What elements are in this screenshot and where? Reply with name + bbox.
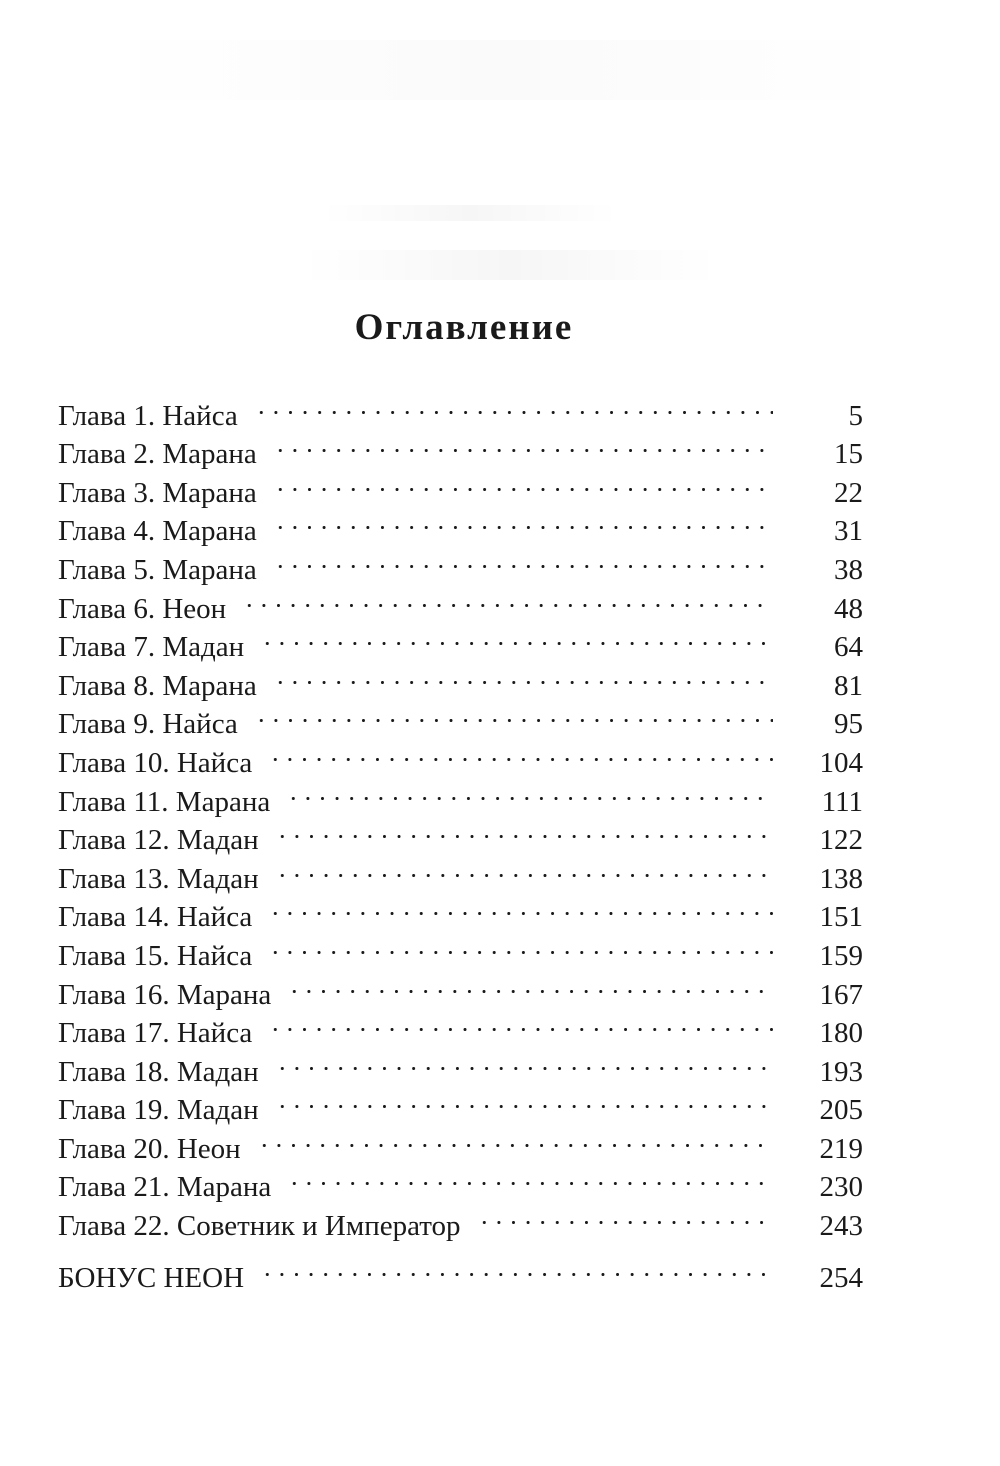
toc-entry-label: Глава 10. Найса (58, 746, 253, 779)
toc-entry-label: Глава 12. Мадан (58, 824, 259, 857)
toc-entry-page: 22 (834, 476, 863, 509)
dot-leader (267, 656, 777, 695)
dot-leader (281, 1158, 777, 1197)
toc-entry-label: Глава 1. Найса (58, 399, 238, 432)
dot-leader (248, 386, 777, 425)
dot-leader (262, 888, 777, 927)
toc-entry-page: 111 (821, 785, 863, 818)
toc-entry-page: 64 (834, 631, 863, 664)
toc-entry-label: Глава 11. Марана (58, 785, 271, 818)
toc-entry-page: 81 (834, 669, 863, 702)
dot-leader (254, 618, 777, 657)
toc-entry-page: 159 (819, 939, 863, 972)
toc-entry-page: 104 (819, 746, 863, 779)
toc-entry-page: 243 (819, 1210, 863, 1243)
dot-leader (269, 811, 777, 850)
toc-entry-label: Глава 17. Найса (58, 1017, 253, 1050)
toc-entry-page: 122 (819, 824, 863, 857)
dot-leader (267, 502, 777, 541)
toc-entry-label: Глава 5. Марана (58, 553, 257, 586)
dot-leader (269, 1042, 777, 1081)
toc-entry-label: Глава 19. Мадан (58, 1094, 259, 1127)
dot-leader (471, 1196, 777, 1235)
toc-entry-page: 180 (819, 1017, 863, 1050)
dot-leader (262, 926, 777, 965)
toc-entry-page: 254 (819, 1261, 863, 1294)
toc-entry-label: Глава 8. Марана (58, 669, 257, 702)
toc-entry-label: Глава 7. Мадан (58, 631, 245, 664)
dot-leader (267, 463, 777, 502)
dot-leader (254, 1248, 777, 1287)
toc-entry-label: Глава 6. Неон (58, 592, 227, 625)
table-of-contents (58, 386, 863, 1294)
dot-leader (251, 1119, 777, 1158)
toc-entry-page: 167 (819, 978, 863, 1011)
toc-entry-page: 193 (819, 1055, 863, 1088)
dot-leader (262, 1004, 777, 1043)
toc-entry-page: 31 (834, 515, 863, 548)
dot-leader (269, 849, 777, 888)
toc-entry-label: Глава 21. Марана (58, 1171, 272, 1204)
toc-entry-label: Глава 15. Найса (58, 939, 253, 972)
toc-entry-page: 151 (819, 901, 863, 934)
toc-entry-label: Глава 18. Мадан (58, 1055, 259, 1088)
toc-entry-page: 38 (834, 553, 863, 586)
toc-entry-label: Глава 3. Марана (58, 476, 257, 509)
show-through-shadow (320, 205, 620, 221)
dot-leader (280, 772, 777, 811)
show-through-shadow (100, 40, 900, 100)
dot-leader (248, 695, 777, 734)
dot-leader (236, 579, 777, 618)
dot-leader (281, 965, 777, 1004)
show-through-shadow (300, 250, 720, 280)
toc-entry-page: 5 (848, 399, 863, 432)
toc-entry-label: Глава 14. Найса (58, 901, 253, 934)
dot-leader (267, 540, 777, 579)
toc-entry-page: 230 (819, 1171, 863, 1204)
toc-entry-bonus (58, 1248, 863, 1294)
toc-entry-label: Глава 20. Неон (58, 1132, 241, 1165)
dot-leader (262, 733, 777, 772)
toc-entry-page: 15 (834, 438, 863, 471)
page-title: Оглавление (354, 307, 574, 348)
dot-leader (267, 425, 777, 464)
toc-entry-label: Глава 13. Мадан (58, 862, 259, 895)
toc-entry-label: Глава 9. Найса (58, 708, 238, 741)
toc-entry-label: Глава 2. Марана (58, 438, 257, 471)
toc-entry-page: 95 (834, 708, 863, 741)
toc-entry-page: 205 (819, 1094, 863, 1127)
toc-entry-label: Глава 4. Марана (58, 515, 257, 548)
toc-entry (58, 386, 863, 432)
dot-leader (269, 1081, 777, 1120)
toc-entry-page: 219 (819, 1132, 863, 1165)
toc-entry-page: 138 (819, 862, 863, 895)
toc-entry-page: 48 (834, 592, 863, 625)
toc-entry-label: БОНУС НЕОН (58, 1261, 245, 1294)
toc-entry-label: Глава 22. Советник и Император (58, 1210, 461, 1243)
toc-entry-label: Глава 16. Марана (58, 978, 272, 1011)
